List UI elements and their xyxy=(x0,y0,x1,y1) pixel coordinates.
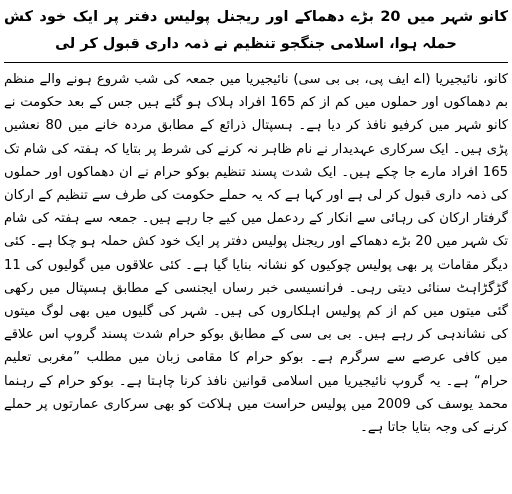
article-headline: کانو شہر میں 20 بڑے دھماکے اور ریجنل پولیس دفتر پر ایک خود کش حملہ ہوا، اسلامی جنگجو تنظیم نے ذمہ داری قبول کر لی xyxy=(4,9,508,52)
headline-divider xyxy=(4,62,508,63)
article-body: کانو، نائیجیریا (اے ایف پی، بی بی سی) نائیجیریا میں جمعہ کی شب شروع ہونے والے منظم بم دھماکوں اور حملوں میں کم از کم 165 افراد ہلاک ہو گئے ہیں جس کے بعد حکومت نے کانو شہر میں کرفیو نافذ کر دیا ہے۔ ہسپتال ذرائع کے مطابق مردہ خانے میں 80 نعشیں پڑی ہیں۔ ایک سرکاری عہدیدار نے نام ظاہر نہ کرنے کی شرط پر بتایا کہ ہفتہ کی شام تک 165 افراد مارے جا چکے ہیں۔ ایک شدت پسند تنظیم بوکو حرام نے ان دھماکوں اور حملوں کی ذمہ داری قبول کر لی ہے اور کہا ہے کہ یہ حملے حکومت کی طرف سے تنظیم کے ارکان گرفتار ارکان کی رہائی سے انکار کے ردعمل میں کیے جا رہے ہیں۔ جمعہ سے ہفتہ کی شام تک شہر میں 20 بڑے دھماکے اور ریجنل پولیس دفتر پر ایک خود کش حملہ ہو چکا ہے۔ کئی دیگر مقامات پر بھی پولیس چوکیوں کو نشانہ بنایا گیا ہے۔ کئی علاقوں میں گولیوں کی 11 گڑگڑاہٹ سنائی دیتی رہی۔ فرانسیسی خبر رساں ایجنسی کے مطابق ہسپتال میں رکھی گئی میتوں میں کم از کم پولیس اہلکاروں کی ہیں۔ شہر کی گلیوں میں بھی لوگ میتوں کی نشاندہی کر رہے ہیں۔ بی بی سی کے مطابق بوکو حرام شدت پسند گروپ اس علاقے میں کافی عرصے سے سرگرم ہے۔ بوکو حرام کا مقامی زبان میں مطلب ”مغربی تعلیم حرام“ ہے۔ یہ گروپ نائیجیریا میں اسلامی قوانین نافذ کرنا چاہتا ہے۔ بوکو حرام کے رہنما محمد یوسف کی 2009 میں پولیس حراست میں ہلاکت کو بھی سرکاری عمارتوں پر حملے کرنے کی وجہ بتایا جاتا ہے۔ xyxy=(4,72,508,436)
